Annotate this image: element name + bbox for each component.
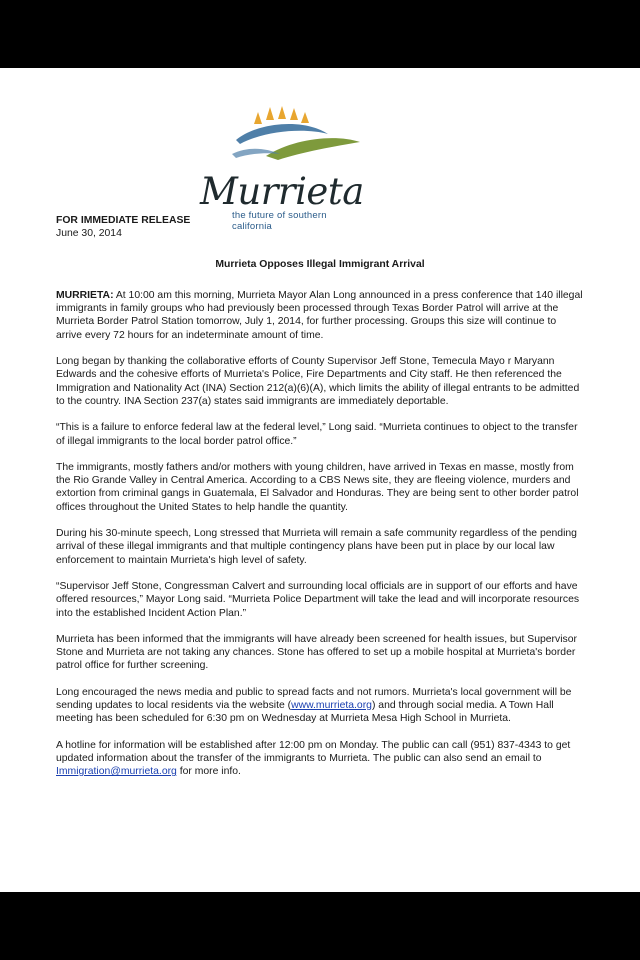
paragraph-4: The immigrants, mostly fathers and/or mothers with young children, have arrived in Texas en masse, mostly from the Rio Grande Valley in Central America. According to a CBS News site, they are fleeing violence, murders and extortion from criminal gangs in Guatemala, El Salvador and Honduras. They are being sent to other border patrol offices throughout the United States to help handle the quantity. [56, 461, 579, 513]
headline: Murrieta Opposes Illegal Immigrant Arrival [215, 258, 425, 270]
paragraph-7: Murrieta has been informed that the immigrants will have already been screened for health issues, but Supervisor Stone and Murrieta are not taking any chances. Stone has offered to set up a mobile hospital at Murrieta's border patrol office for further screening. [56, 633, 577, 672]
paragraph-6: “Supervisor Jeff Stone, Congressman Calvert and surrounding local officials are in support of our efforts and have offered resources,” Mayor Long said. “Murrieta Police Department will take the lead and will incorporate resources into the established Incident Action Plan.” [56, 580, 580, 619]
paragraph-8-text-a: Long encouraged the news media and public to spread facts and not rumors. Murrieta's local government will be sending updates to local residents via the website ( [56, 686, 572, 712]
paragraph-1-text: At 10:00 am this morning, Murrieta Mayor Alan Long announced in a press conference that 140 illegal immigrants in family groups who had previously been processed through Texas Border Patrol will arrive at the Murrieta Border Patrol Station tomorrow, July 1, 2014, for further processing. Groups this size will continue to arrive every 72 hours for an indeterminate amount of time. [56, 289, 583, 341]
paragraph-9-text-b: for more info. [176, 766, 241, 778]
logo-graphic-icon [196, 98, 366, 178]
paragraph-3: “This is a failure to enforce federal law at the federal level,” Long said. “Murrieta continues to object to the transfer of illegal immigrants to the local border patrol office.” [56, 422, 578, 447]
website-link[interactable]: www.murrieta.org [291, 700, 372, 712]
paragraph-8-text-b: ) and through social media. A Town Hall meeting has been scheduled for 6:30 pm on Wednesday at Murrieta Mesa High School in Murrieta. [56, 700, 554, 725]
release-body [56, 214, 584, 792]
dateline: MURRIETA: [56, 289, 114, 301]
logo-tagline: the future of southern california [232, 210, 327, 232]
release-label: FOR IMMEDIATE RELEASE [56, 215, 191, 226]
paragraph-9-text-a: A hotline for information will be established after 12:00 pm on Monday. The public can call (951) 837-4343 to get updated information about the transfer of the immigrants to Murrieta. The public can also send an email to [56, 739, 571, 764]
email-link[interactable]: Immigration@murrieta.org [56, 766, 177, 778]
paragraph-9 [56, 739, 584, 779]
paragraph-5: During his 30-minute speech, Long stressed that Murrieta will remain a safe community regardless of the pending arrival of these illegal immigrants and that multiple contingency plans have been put in place by our local law enforcement to maintain Murrieta's high level of safety. [56, 528, 577, 566]
paragraph-2: Long began by thanking the collaborative efforts of County Supervisor Jeff Stone, Temecula Mayo r Maryann Edwards and the cohesive efforts of Murrieta's Police, Fire Departments and City staff. He then referenced the Immigration and Nationality Act (INA) Section 212(a)(6)(A), which limits the ability of illegal entrants to be admitted to the country. INA Section 237(a) states said immigrants are immediately deportable. [56, 356, 580, 407]
release-date: June 30, 2014 [56, 228, 122, 240]
logo-wordmark: Murrieta [200, 170, 364, 213]
document-page [0, 68, 640, 892]
paragraph-8 [56, 686, 584, 726]
murrieta-logo [196, 98, 366, 232]
paragraph-1 [56, 289, 584, 342]
